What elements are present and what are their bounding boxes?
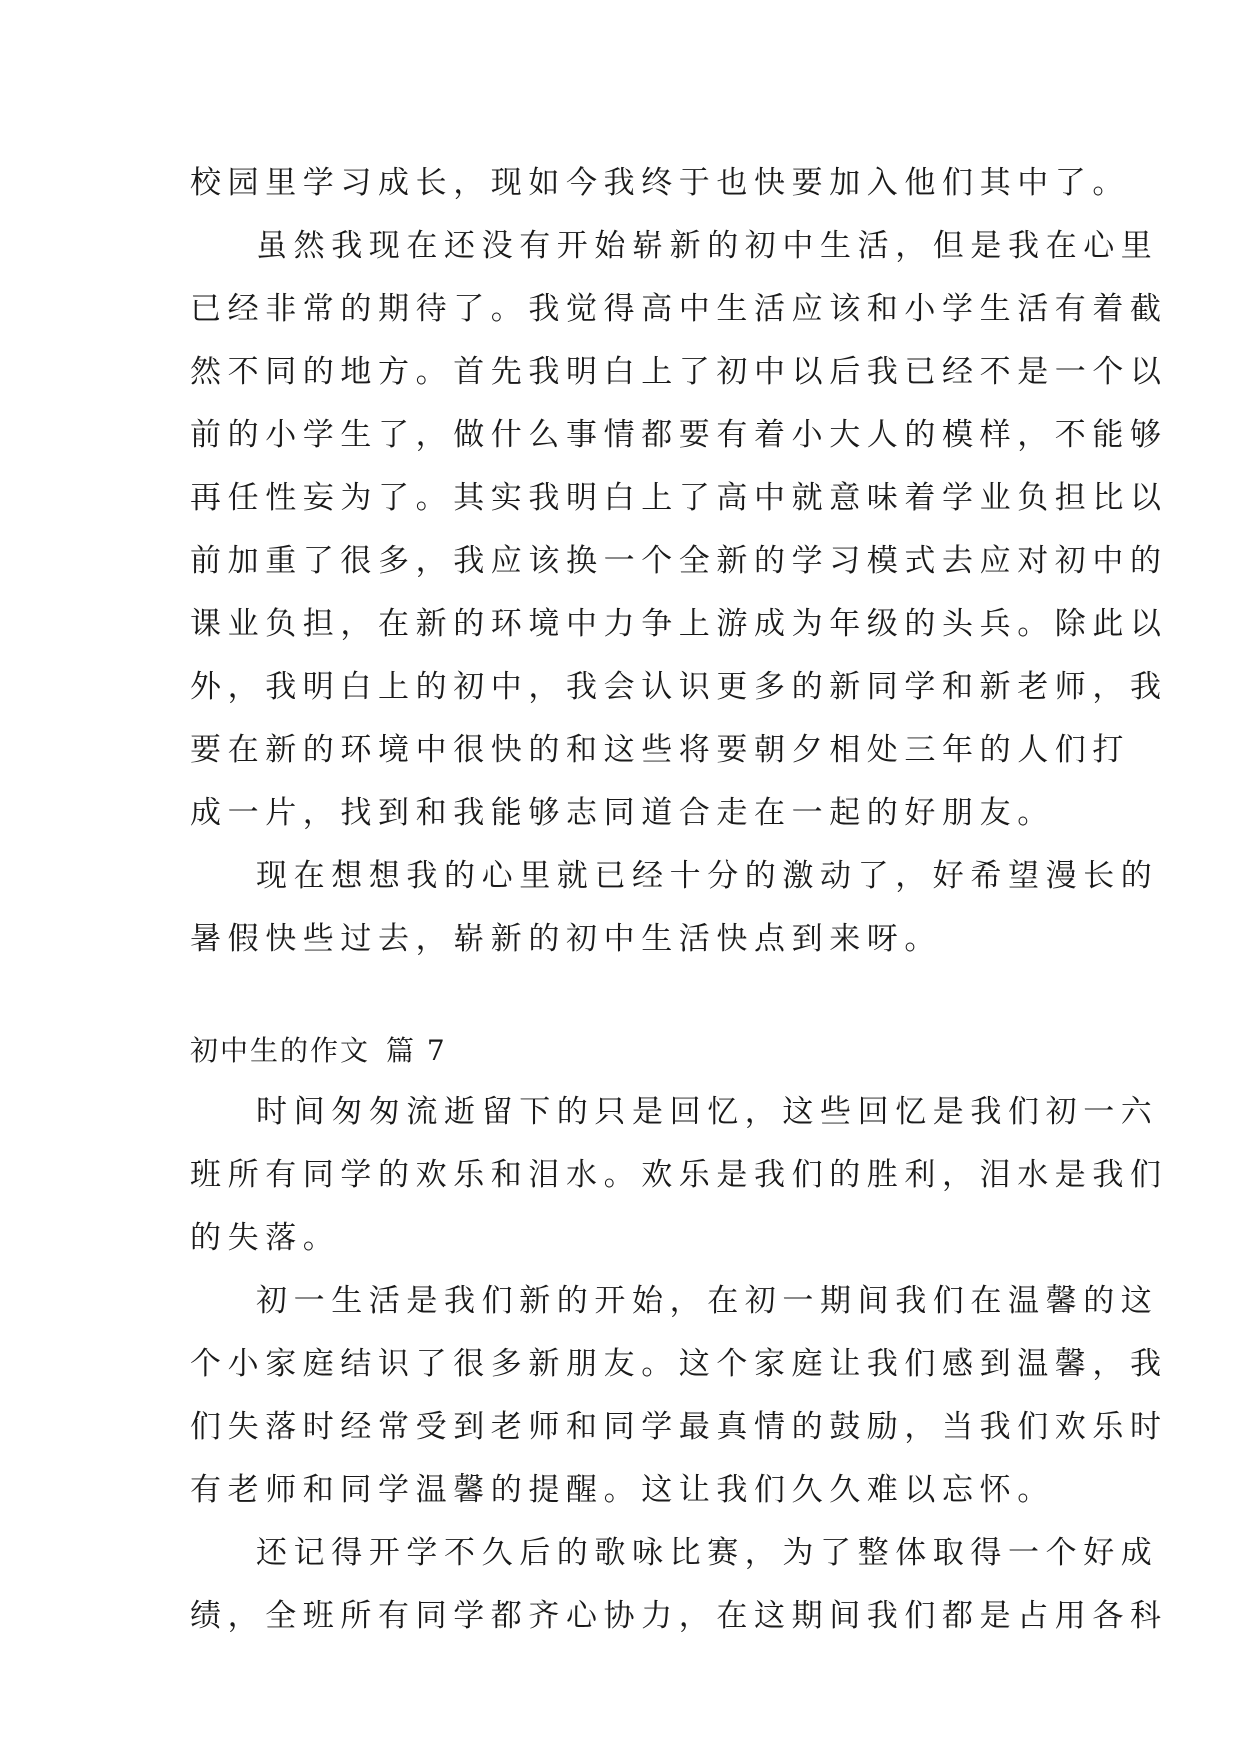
paragraph-start-line: 虽然我现在还没有开始崭新的初中生活，但是我在心里 (256, 228, 1159, 264)
text-line: 的失落。 (190, 1220, 341, 1256)
text-line: 课业负担，在新的环境中力争上游成为年级的头兵。除此以 (190, 606, 1168, 642)
paragraph-start-line: 还记得开学不久后的歌咏比赛，为了整体取得一个好成 (256, 1535, 1159, 1571)
text-line: 要在新的环境中很快的和这些将要朝夕相处三年的人们打 (190, 732, 1130, 768)
text-line: 前的小学生了，做什么事情都要有着小大人的模样，不能够 (190, 417, 1168, 453)
section-spacer (190, 971, 1050, 1021)
text-line: 绩，全班所有同学都齐心协力，在这期间我们都是占用各科 (190, 1598, 1168, 1634)
text-line: 个小家庭结识了很多新朋友。这个家庭让我们感到温馨，我 (190, 1346, 1168, 1382)
section-heading (190, 1021, 1050, 1081)
text-line: 有老师和同学温馨的提醒。这让我们久久难以忘怀。 (190, 1472, 1055, 1508)
text-line: 暑假快些过去，崭新的初中生活快点到来呀。 (190, 921, 942, 957)
document-body (190, 152, 1168, 1648)
heading-part: 篇 7 (386, 1034, 447, 1067)
text-line: 然不同的地方。首先我明白上了初中以后我已经不是一个以 (190, 354, 1168, 390)
text-line: 再任性妄为了。其实我明白上了高中就意味着学业负担比以 (190, 480, 1168, 516)
paragraph-start-line: 初一生活是我们新的开始，在初一期间我们在温馨的这 (256, 1283, 1159, 1319)
text-line: 已经非常的期待了。我觉得高中生活应该和小学生活有着截 (190, 291, 1168, 327)
heading-title: 初中生的作文 (190, 1034, 371, 1067)
text-line: 们失落时经常受到老师和同学最真情的鼓励，当我们欢乐时 (190, 1409, 1168, 1445)
text-line: 班所有同学的欢乐和泪水。欢乐是我们的胜利，泪水是我们 (190, 1157, 1168, 1193)
paragraph-start-line: 时间匆匆流逝留下的只是回忆，这些回忆是我们初一六 (256, 1094, 1159, 1130)
text-line: 成一片，找到和我能够志同道合走在一起的好朋友。 (190, 795, 1055, 831)
text-line: 外，我明白上的初中，我会认识更多的新同学和新老师，我 (190, 669, 1168, 705)
paragraph-start-line: 现在想想我的心里就已经十分的激动了，好希望漫长的 (256, 858, 1159, 894)
text-line: 校园里学习成长，现如今我终于也快要加入他们其中了。 (190, 165, 1130, 201)
text-line: 前加重了很多，我应该换一个全新的学习模式去应对初中的 (190, 543, 1168, 579)
